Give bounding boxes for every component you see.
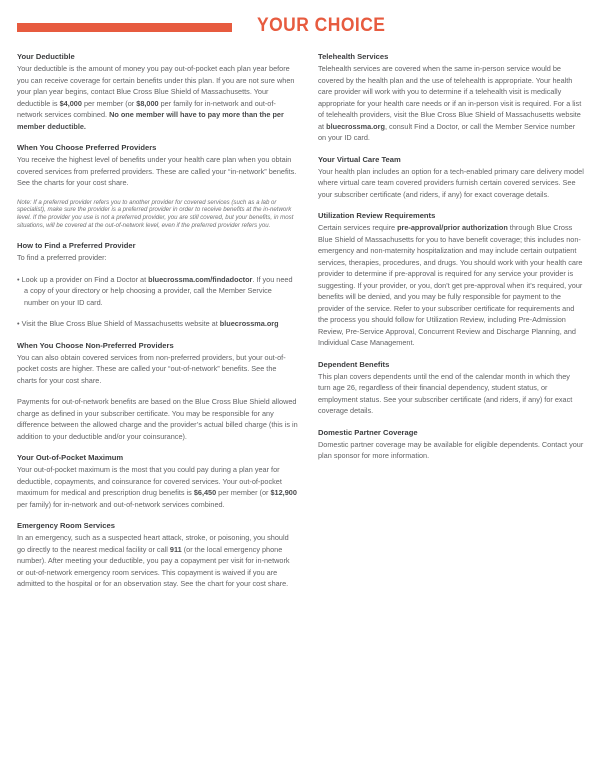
url-findadoctor: bluecrossma.com/findadoctor <box>148 274 253 284</box>
left-column <box>17 51 298 600</box>
paragraph: Your health plan includes an option for a tech-enabled primary care delivery model where virtual care team covered providers furnish certain covered services. See your subscriber certificate (and riders, if any) for exact coverage details. <box>318 166 584 199</box>
section-heading: Your Virtual Care Team <box>318 154 401 164</box>
paragraph: Domestic partner coverage may be available for eligible dependents. Contact your plan sponsor for more information. <box>318 439 584 460</box>
paragraph: In an emergency, such as a suspected heart attack, stroke, or poisoning, you should go directly to the nearest medical facility or call 911 (or the local emergency phone number). After meeting your deductible, you pay a copayment per visit for in-network or out-of-network emergency room services. This copayment is waived if you are admitted to the hospital or for an observation stay. See the chart for your cost share. <box>17 533 290 589</box>
url-bluecrossma: bluecrossma.org <box>219 319 279 329</box>
paragraph: Certain services require pre-approval/prior authorization through Blue Cross Blue Shield of Massachusetts for you to have benefit coverage; this includes non-emergency and non-maternity hospitalization and may include certain outpatient services, therapies, procedures, and drugs. You should work with your health care provider to determine if pre-approval is required for any service your provider is suggesting. If your provider, or you, don’t get pre-approval when it’s required, your benefits will be denied, and you may be fully responsible for payment to the provider of the service. Refer to your subscriber certificate for requirements and the process you should follow for Utilization Review, including Pre-Admission Review, Pre-Service Approval, Concurrent Review and Discharge Planning, and Individual Case Management. <box>318 223 583 347</box>
section-heading: Telehealth Services <box>318 52 389 61</box>
document-section <box>17 51 298 132</box>
paragraph: To find a preferred provider: <box>17 253 107 263</box>
section-heading: When You Choose Preferred Providers <box>17 143 157 152</box>
document-section <box>318 427 584 462</box>
section-heading: Dependent Benefits <box>318 359 390 369</box>
page-title: YOUR CHOICE <box>257 15 386 36</box>
paragraph: Telehealth services are covered when the same in-person service would be covered by the health plan and the use of telehealth is appropriate. Your health care provider will work with you to determine if a telehealth visit is medically appropriate for your health care needs or if an in-person visit is required. For a list of telehealth providers, visit the Blue Cross Blue Shield of Massachusetts website at bluecrossma.org, consult Find a Doctor, or call the Member Service number on your ID card. <box>318 64 582 142</box>
paragraph: This plan covers dependents until the end of the calendar month in which they turn age 26, regardless of their financial dependency, student status, or employment status. See your subscriber certificate (and riders, if any) for exact coverage details. <box>318 371 573 415</box>
bullet-item: • Visit the Blue Cross Blue Shield of Massachusetts website at bluecrossma.org <box>17 319 279 329</box>
paragraph: Your out-of-pocket maximum is the most that you could pay during a plan year for deductible, copayments, and coinsurance for covered services. Your out-of-pocket maximum for medical and prescription drug benefits is $6,450 per member (or $12,900 per family) for in-network and out-of-network services combined. <box>17 465 297 509</box>
document-section <box>318 210 584 349</box>
bullet-item: • Look up a provider on Find a Doctor at bluecrossma.com/findadoctor. If you need a copy of your directory or help choosing a provider, call the Member Service number on your ID card. <box>17 274 293 307</box>
section-heading: When You Choose Non-Preferred Providers <box>17 340 174 350</box>
document-section <box>318 154 584 201</box>
document-section <box>17 240 298 330</box>
document-section <box>318 359 584 417</box>
section-heading: Your Out-of-Pocket Maximum <box>17 453 124 463</box>
right-column <box>318 51 584 600</box>
paragraph: Payments for out-of-network benefits are based on the Blue Cross Blue Shield allowed charge as defined in your subscriber certificate. You may be responsible for any difference between the allowed charge and the provider’s actual billed charge (this is in addition to your deductible and/or your coinsurance). <box>17 397 298 441</box>
section-heading: How to Find a Preferred Provider <box>17 241 136 251</box>
paragraph: Your deductible is the amount of money you pay out-of-pocket each plan year before you can receive coverage for certain benefits under this plan. If you are not sure when your plan year begins, contact Blue Cross Blue Shield of Massachusetts. Your deductible is $4,000 per member (or $8,000 per family for in-network and out-of-network services combined. No one member will have to pay more than the per member deductible. <box>17 64 295 131</box>
document-section <box>17 520 298 590</box>
url-bluecrossma: bluecrossma.org <box>326 121 385 131</box>
document-section <box>318 51 584 144</box>
document-section <box>17 142 298 230</box>
document-section <box>17 452 298 510</box>
section-heading: Domestic Partner Coverage <box>318 427 418 437</box>
two-column-layout <box>17 51 584 600</box>
section-heading: Your Deductible <box>17 52 75 61</box>
section-heading: Utilization Review Requirements <box>318 211 436 220</box>
paragraph: You can also obtain covered services from non-preferred providers, but your out-of-pocket costs are higher. These are called your “out-of-network” benefits. See the charts for your cost share. <box>17 352 286 385</box>
note-paragraph: Note: If a preferred provider refers you to another provider for covered services (such as a lab or specialist), make sure the provider is a preferred provider in order to receive benefits at the in-network level. If the provider you use is not a preferred provider, you are still covered, but your benefits, in most situations, will be covered at the out-of-network level, even if the preferred provider refers you. <box>17 198 294 230</box>
section-heading: Emergency Room Services <box>17 521 115 531</box>
document-section <box>17 340 298 443</box>
header-accent-bar <box>17 23 232 32</box>
paragraph: You receive the highest level of benefits under your health care plan when you obtain covered services from preferred providers. These are called your “in-network” benefits. See the charts for your cost share. <box>17 155 297 187</box>
